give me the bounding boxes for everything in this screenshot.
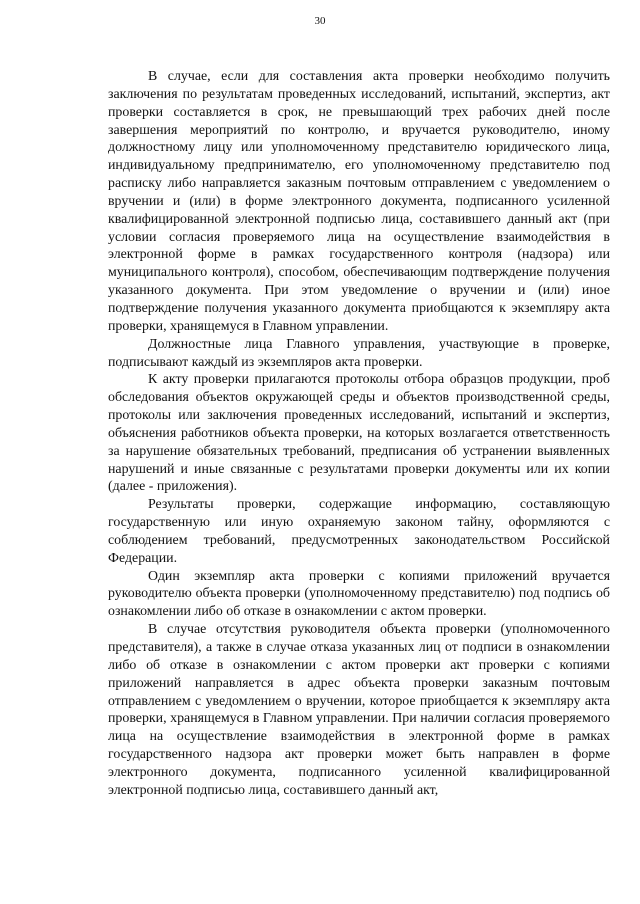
paragraph-officials-sign: Должностные лица Главного управления, участвующие в проверке, подписывают каждый из экземпляров акта проверки. (108, 336, 610, 370)
paragraph-attachments: К акту проверки прилагаются протоколы отбора образцов продукции, проб обследования объектов окружающей среды и объектов производственной среды, протоколы или заключения проведенных исследований, испытаний и экспертиз, объяснения работников объекта проверки, на которых возлагается ответственность за нарушение обязательных требований, предписания об устранении выявленных нарушений и иные связанные с результатами проверки документы или их копии (далее - приложения). (108, 372, 610, 495)
paragraph-act-deadline: В случае, если для составления акта проверки необходимо получить заключения по результатам проведенных исследований, испытаний, экспертиз, акт проверки составляется в срок, не превышающий трех рабочих дней после завершения мероприятий по контролю, и вручается руководителю, иному должностному лицу или уполномоченному представителю юридического лица, индивидуальному предпринимателю, его уполномоченному представителю под расписку либо направляется заказным почтовым отправлением с уведомлением о вручении и (или) в форме электронного документа, подписанного усиленной квалифицированной электронной подписью лица, составившего данный акт (при условии согласия проверяемого лица на осуществление взаимодействия в электронной форме в рамках государственного контроля (надзора) или муниципального контроля), способом, обеспечивающим подтверждение получения указанного документа. При этом уведомление о вручении и (или) иное подтверждение получения указанного документа приобщаются к экземпляру акта проверки, хранящемуся в Главном управлении. (108, 69, 610, 334)
paragraph-absence-mailing: В случае отсутствия руководителя объекта проверки (уполномоченного представителя), а также в случае отказа указанных лиц от подписи в ознакомлении либо об отказе в ознакомлении с актом проверки акт проверки с копиями приложений направляется в адрес объекта проверки заказным почтовым отправлением с уведомлением о вручении, которое приобщается к экземпляру акта проверки, хранящемуся в Главном управлении. При наличии согласия проверяемого лица на осуществление взаимодействия в электронной форме в рамках государственного надзора акт проверки может быть направлен в форме электронного документа, подписанного усиленной квалифицированной электронной подписью лица, составившего данный акт, (108, 622, 610, 798)
document-body (108, 68, 610, 800)
paragraph-secret-info: Результаты проверки, содержащие информацию, составляющую государственную или иную охраняемую законом тайну, оформляются с соблюдением требований, предусмотренных законодательством Российской Федерации. (108, 497, 610, 566)
paragraph-copy-delivery: Один экземпляр акта проверки с копиями приложений вручается руководителю объекта проверки (уполномоченному представителю) под подпись об ознакомлении либо об отказе в ознакомлении с актом проверки. (108, 568, 610, 620)
page-number: 30 (314, 15, 326, 27)
